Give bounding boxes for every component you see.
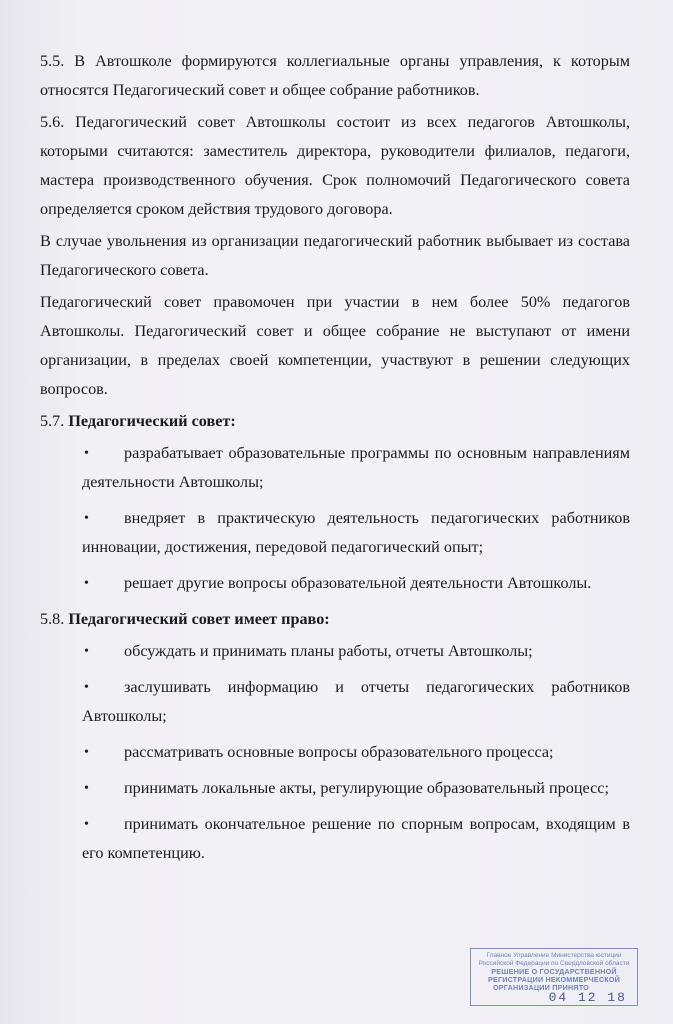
list-item	[40, 569, 630, 598]
bullet-icon: •	[84, 576, 89, 591]
bullet-icon: •	[84, 817, 89, 832]
bullet-icon: •	[84, 446, 89, 461]
section-heading-5-8	[40, 605, 630, 634]
stamp-line: Главное Управление Министерства юстиции	[486, 952, 622, 959]
paragraph-5-6-quorum: Педагогический совет правомочен при участии в нем более 50% педагогов Автошколы. Педагогический совет и общее собрание не выступают от имени организации, в пределах своей компетенции, участвуют в решении следующих вопросов.	[40, 293, 630, 398]
paragraph-5-6: 5.6. Педагогический совет Автошколы состоит из всех педагогов Автошколы, которыми считаются: заместитель директора, руководители филиалов, педагоги, мастера производственного обучения. Срок полномочий Педагогического совета определяется сроком действия трудового договора.	[40, 113, 630, 218]
list-item-text: рассматривать основные вопросы образовательного процесса;	[124, 743, 554, 761]
list-item-text: решает другие вопросы образовательной деятельности Автошколы.	[124, 574, 592, 592]
list-item	[40, 637, 630, 666]
stamp-date: 04 12 18	[548, 990, 627, 1005]
bullet-icon: •	[84, 511, 89, 526]
list-item-text: принимать локальные акты, регулирующие образовательный процесс;	[124, 779, 609, 797]
section-number: 5.7.	[40, 412, 65, 430]
bullet-icon: •	[84, 680, 89, 695]
section-title: Педагогический совет имеет право:	[68, 610, 330, 628]
registration-stamp	[470, 948, 638, 1006]
paragraph-5-5: 5.5. В Автошколе формируются коллегиальные органы управления, к которым относятся Педагогический совет и общее собрание работников.	[40, 52, 630, 99]
section-heading-5-7	[40, 407, 630, 436]
paragraph-5-6-dismissal: В случае увольнения из организации педагогический работник выбывает из состава Педагогического совета.	[40, 232, 630, 279]
list-item	[40, 774, 630, 803]
stamp-line: РЕГИСТРАЦИИ НЕКОММЕРЧЕСКОЙ	[487, 975, 621, 984]
list-item	[40, 810, 630, 868]
list-item-text: принимать окончательное решение по спорным вопросам, входящим в его компетенцию.	[82, 815, 630, 862]
list-item-text: внедряет в практическую деятельность педагогических работников инновации, достижения, передовой педагогический опыт;	[82, 509, 630, 556]
stamp-line: ОРГАНИЗАЦИИ ПРИНЯТО	[493, 983, 589, 992]
section-number: 5.8.	[40, 610, 65, 628]
list-item	[40, 738, 630, 767]
list-item-text: обсуждать и принимать планы работы, отчеты Автошколы;	[124, 642, 533, 660]
bullet-icon: •	[84, 745, 89, 760]
bullet-icon: •	[84, 781, 89, 796]
document-body	[40, 47, 630, 875]
list-item	[40, 673, 630, 731]
list-item	[40, 439, 630, 497]
stamp-line: Российской Федерации по Свердловской области	[478, 960, 630, 967]
stamp-line: РЕШЕНИЕ О ГОСУДАРСТВЕННОЙ	[491, 967, 617, 976]
list-item-text: заслушивать информацию и отчеты педагогических работников Автошколы;	[82, 678, 630, 725]
list-item-text: разрабатывает образовательные программы по основным направлениям деятельности Автошколы;	[82, 444, 630, 491]
section-title: Педагогический совет:	[68, 412, 236, 430]
bullet-icon: •	[84, 644, 89, 659]
list-item	[40, 504, 630, 562]
